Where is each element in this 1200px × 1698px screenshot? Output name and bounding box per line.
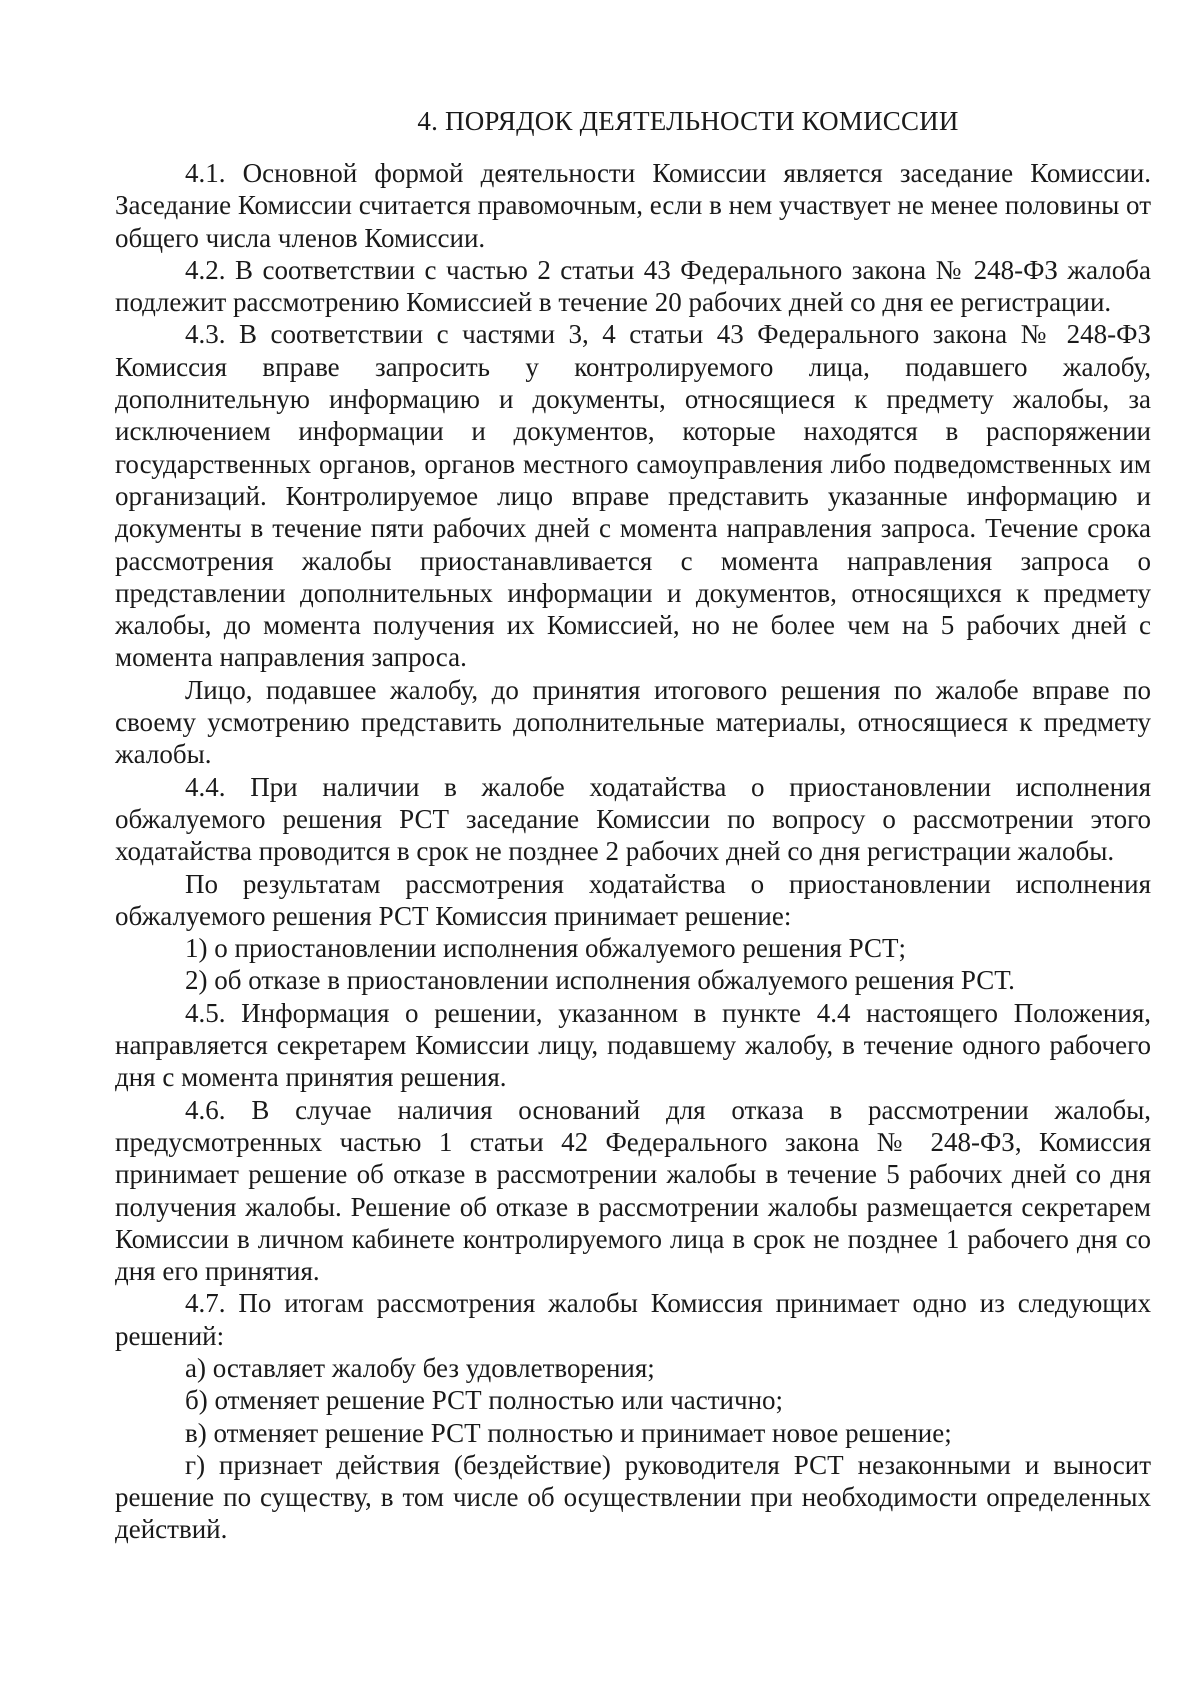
list-item-b: б) отменяет решение РСТ полностью или частично;	[185, 1385, 784, 1416]
paragraph-additional-materials: Лицо, подавшее жалобу, до принятия итогового решения по жалобе вправе по своему усмотрению представить дополнительные материалы, относящиеся к предмету жалобы.	[115, 674, 1151, 770]
document-page	[115, 105, 1151, 1546]
paragraph-4-5: 4.5. Информация о решении, указанном в пункте 4.4 настоящего Положения, направляется секретарем Комиссии лицу, подавшему жалобу, в течение одного рабочего дня с момента принятия решения.	[115, 997, 1151, 1093]
section-heading: 4. ПОРЯДОК ДЕЯТЕЛЬНОСТИ КОМИССИИ	[417, 106, 959, 136]
list-item-a: а) оставляет жалобу без удовлетворения;	[185, 1352, 655, 1383]
list-item-1: 1) о приостановлении исполнения обжалуемого решения РСТ;	[185, 933, 907, 964]
list-item-g: г) признает действия (бездействие) руководителя РСТ незаконными и выносит решение по существу, в том числе об осуществлении при необходимости определенных действий.	[115, 1449, 1151, 1545]
list-item-v: в) отменяет решение РСТ полностью и принимает новое решение;	[185, 1417, 952, 1448]
paragraph-4-4: 4.4. При наличии в жалобе ходатайства о приостановлении исполнения обжалуемого решения РСТ заседание Комиссии по вопросу о рассмотрении этого ходатайства проводится в срок не позднее 2 рабочих дней со дня регистрации жалобы.	[115, 771, 1151, 867]
paragraph-4-6: 4.6. В случае наличия оснований для отказа в рассмотрении жалобы, предусмотренных частью 1 статьи 42 Федерального закона № 248-ФЗ, Комиссия принимает решение об отказе в рассмотрении жалобы в течение 5 рабочих дней со дня получения жалобы. Решение об отказе в рассмотрении жалобы размещается секретарем Комиссии в личном кабинете контролируемого лица в срок не позднее 1 рабочего дня со дня его принятия.	[115, 1094, 1151, 1287]
paragraph-4-3: 4.3. В соответствии с частями 3, 4 статьи 43 Федерального закона № 248-ФЗ Комиссия вправе запросить у контролируемого лица, подавшего жалобу, дополнительную информацию и документы, относящиеся к предмету жалобы, за исключением информации и документов, которые находятся в распоряжении государственных органов, органов местного самоуправления либо подведомственных им организаций. Контролируемое лицо вправе представить указанные информацию и документы в течение пяти рабочих дней с момента направления запроса. Течение срока рассмотрения жалобы приостанавливается с момента направления запроса о представлении дополнительных информации и документов, относящихся к предмету жалобы, до момента получения их Комиссией, но не более чем на 5 рабочих дней с момента направления запроса.	[115, 319, 1151, 673]
paragraph-petition-results: По результатам рассмотрения ходатайства о приостановлении исполнения обжалуемого решения РСТ Комиссия принимает решение:	[115, 868, 1151, 931]
list-item-2: 2) об отказе в приостановлении исполнения обжалуемого решения РСТ.	[185, 965, 1015, 996]
paragraph-4-2: 4.2. В соответствии с частью 2 статьи 43 Федерального закона № 248-ФЗ жалоба подлежит рассмотрению Комиссией в течение 20 рабочих дней со дня ее регистрации.	[115, 254, 1151, 318]
paragraph-4-7: 4.7. По итогам рассмотрения жалобы Комиссия принимает одно из следующих решений:	[115, 1288, 1151, 1351]
paragraph-4-1: 4.1. Основной формой деятельности Комиссии является заседание Комиссии. Заседание Комиссии считается правомочным, если в нем участвует не менее половины от общего числа членов Комиссии.	[115, 158, 1151, 253]
